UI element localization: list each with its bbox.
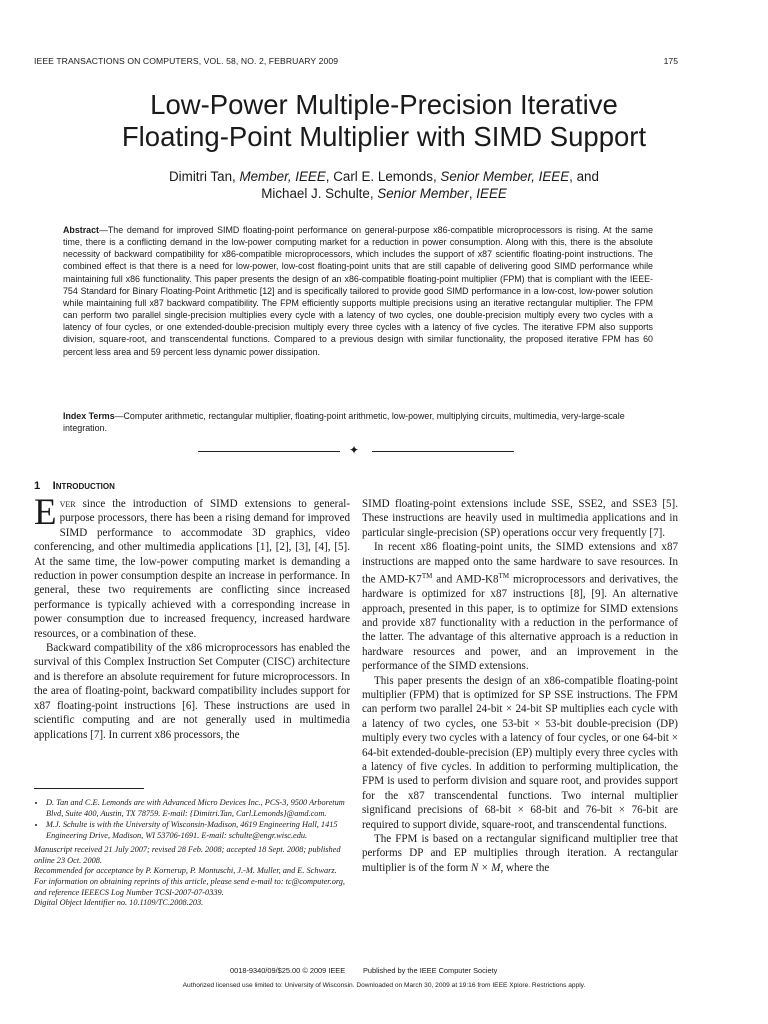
body-paragraph-4	[362, 832, 678, 875]
license-notice: Authorized licensed use limited to: University of Wisconsin. Downloaded on March 30, 2009 at 19:16 from IEEE Xplore. Restrictions apply.	[182, 982, 586, 989]
section-heading	[34, 480, 115, 492]
section-title-rest: ntroduction	[55, 480, 115, 492]
author-3-name: Michael J. Schulte,	[261, 186, 378, 202]
author-3-role: Senior Member	[377, 186, 469, 202]
index-terms-label: Index Terms	[63, 411, 115, 421]
body-paragraph-2	[362, 540, 678, 673]
recommended-by: Recommended for acceptance by P. Kornerup, P. Montuschi, J.-M. Muller, and E. Schwarz.	[34, 866, 337, 876]
section-number: 1	[34, 480, 41, 492]
author-1-name: Dimitri Tan,	[169, 169, 240, 184]
paragraph-text: The FPM is based on a rectangular significand multiplier tree that performs DP and EP multiplies through iteration. A rectangular multiplier is of the form	[362, 833, 678, 874]
paragraph-text: In recent x86 floating-point units, the SIMD extensions and x87 instructions are mapped onto the same hardware to save resources. In the AMD-K7	[362, 541, 678, 586]
math-expression: N × M	[470, 861, 501, 874]
paragraph-text: microprocessors and derivatives, the hardware is optimized for x87 instructions [8], [9]. An alternative approach, presented in this paper, is to optimize for SIMD extensions and provide x87 functionality with a reduction in the performance of the latter. The advantage of this alternative approach is a reduction in hardware resources and power, and an improvement in the performance of the SIMD extensions.	[362, 573, 678, 673]
author-list	[0, 168, 768, 202]
title-line-1: Low-Power Multiple-Precision Iterative	[150, 89, 618, 120]
publisher-line: Published by the IEEE Computer Society	[363, 966, 498, 975]
section-title-initial: I	[52, 480, 56, 492]
author-2-name: , Carl E. Lemonds,	[325, 169, 441, 184]
footnote-affiliation-1: • D. Tan and C.E. Lemonds are with Advanced Micro Devices Inc., PCS-3, 9500 Arboretum Blvd, Suite 400, Austin, TX 78759. E-mail: {Dimitri.Tan, Carl.Lemonds}@amd.com.	[46, 798, 350, 819]
body-paragraph-3: This paper presents the design of an x86-compatible floating-point multiplier (FPM) that is optimized for SP SSE instructions. The FPM can perform two parallel 24-bit × 24-bit SP multiplies each cycle with a latency of two cycles, one 53-bit × 53-bit double-precision (DP) multiply every two cycles with a latency of four cycles, or one 64-bit × 64-bit extended-double-precision (EP) multiply every three cycles with a latency of five cycles. In addition to performing multiplication, the FPM is used to perform division and square root, and provides support for the x87 transcendental functions. Two internal multiplier significand precisions of 68-bit × 68-bit and 76-bit × 76-bit are required to support divide, square-root, and transcendental functions.	[362, 674, 678, 831]
lead-word: ver	[59, 498, 76, 510]
footnote-affiliation-2: • M.J. Schulte is with the University of Wisconsin-Madison, 4619 Engineering Hall, 1415 Engineering Drive, Madison, WI 53706-1691. E-mail: schulte@engr.wisc.edu.	[46, 820, 350, 841]
left-column	[34, 492, 350, 742]
reprint-info: For information on obtaining reprints of this article, please send e-mail to: tc@computer.org, and reference IEEECS Log Number TCSI-2007-07-0339.	[34, 876, 345, 897]
doi: Digital Object Identifier no. 10.1109/TC.2008.203.	[34, 898, 204, 908]
author-2-role: Senior Member, IEEE	[440, 169, 570, 184]
running-header: IEEE TRANSACTIONS ON COMPUTERS, VOL. 58, NO. 2, FEBRUARY 2009	[34, 56, 339, 66]
abstract	[63, 224, 653, 358]
title-line-2: Floating-Point Multiplier with SIMD Support	[121, 121, 647, 152]
intro-paragraph-1	[34, 492, 350, 641]
author-3-role-ieee: IEEE	[476, 186, 507, 202]
author-and: , and	[569, 169, 599, 184]
divider-line-right	[372, 451, 514, 452]
author-1-role: Member, IEEE	[239, 169, 326, 184]
abstract-label: Abstract	[63, 225, 100, 235]
abstract-text: —The demand for improved SIMD floating-point performance on general-purpose x86-compatible microprocessors is rising. At the same time, there is a conflicting demand in the low-power computing market for a reduction in power consumption. Along with this, there is the absolute necessity of backward compatibility for x86-compatible microprocessors, which includes the support of x87 scientific floating-point instructions. The combined effect is that there is a need for low-power, low-cost floating-point units that are still capable of delivering good SIMD performance while maintaining full x86 functionality. This paper presents the design of an x86-compatible floating-point multiplier (FPM) that is compliant with the IEEE-754 Standard for Binary Floating-Point Arithmetic [12] and is specifically tailored to provide good SIMD performance in a low-cost, low-power solution while maintaining full x87 backward compatibility. The FPM efficiently supports multiple precisions using an iterative rectangular multiplier. The FPM can perform two parallel single-precision multiplies every cycle with a latency of two cycles, one double-precision multiply every two cycles with a latency of four cycles, or one extended-double-precision multiply every three cycles with a latency of five cycles. The iterative FPM also supports division, square-root, and transcendental functions. Compared to a previous design with similar functionality, the proposed iterative FPM has 60 percent less area and 59 percent less dynamic power dissipation.	[63, 225, 653, 357]
footnotes	[34, 798, 350, 909]
intro-paragraph-2: Backward compatibility of the x86 microprocessors has enabled the survival of this Complex Instruction Set Computer (CISC) architecture and is therefore an absolute requirement for future microprocessors. In the area of floating-point, backward compatibility includes support for x87 floating-point instructions [6]. These instructions are used in scientific computing and are not generally used in multimedia applications [7]. In current x86 processors, the	[34, 642, 350, 741]
author-3-sep: ,	[468, 186, 477, 202]
body-paragraph-1: SIMD floating-point extensions include SSE, SSE2, and SSE3 [5]. These instructions are heavily used in multimedia applications and in particular single-precision (SP) operations occur very frequently [7].	[362, 498, 678, 539]
diamond-icon: ✦	[349, 443, 360, 457]
right-column	[362, 497, 678, 875]
paper-title	[0, 89, 768, 153]
drop-cap: E	[34, 492, 57, 533]
copyright-line: 0018-9340/09/$25.00 © 2009 IEEE	[230, 966, 346, 975]
footnote-rule	[34, 788, 144, 789]
trademark: TM	[498, 572, 510, 581]
trademark: TM	[421, 572, 433, 581]
manuscript-received: Manuscript received 21 July 2007; revised 28 Feb. 2008; accepted 18 Sept. 2008; published online 23 Oct. 2008.	[34, 844, 341, 865]
index-terms-text: —Computer arithmetic, rectangular multiplier, floating-point arithmetic, low-power, multiplying circuits, multimedia, very-large-scale integration.	[63, 411, 625, 434]
paragraph-text: , where the	[500, 861, 550, 874]
paragraph-text: and AMD-K8	[432, 573, 499, 586]
divider-line-left	[198, 451, 340, 452]
index-terms	[63, 410, 653, 434]
page-number: 175	[663, 56, 678, 66]
section-divider	[198, 445, 514, 459]
paragraph-text: since the introduction of SIMD extensions to general-purpose processors, there has been a rising demand for improved SIMD performance to accommodate 3D graphics, video conferencing, and other multimedia applications [1], [2], [3], [4], [5]. At the same time, the low-power computing market is demanding a reduction in power consumption despite an increase in performance. In general, these two requirements are conflicting since increased performance is typically achieved with a corresponding increase in power consumption due to increased frequency, increased hardware resources, or a combination of these.	[34, 498, 350, 640]
